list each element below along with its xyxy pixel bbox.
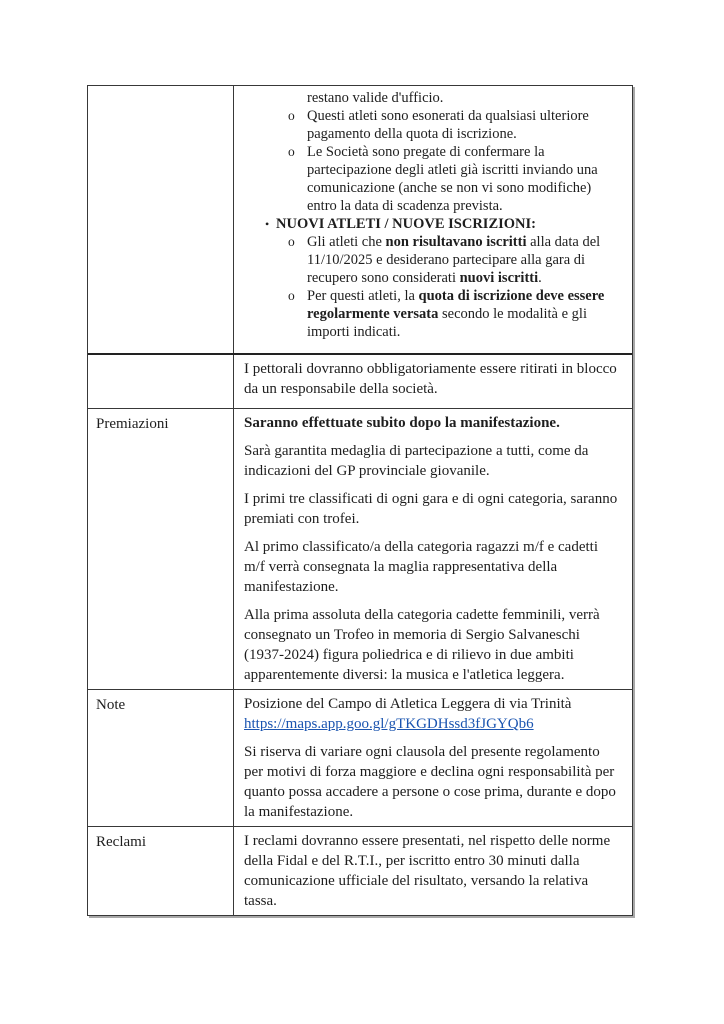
text-segment: Alla prima assoluta della categoria cadette femminili, verrà consegnato un Trofeo in memoria di Sergio Salvaneschi (1937-2024) figura poliedrica e di rilievo in due ambiti apparentemente diversi: la musica e l'atletica leggera. xyxy=(244,607,600,683)
premiazioni-content xyxy=(234,409,632,689)
text-segment: Gli atleti che xyxy=(307,234,386,250)
list-item-text xyxy=(307,89,622,107)
text-segment: . xyxy=(538,270,542,286)
table-row-pettorali xyxy=(88,355,632,409)
pettorali-content xyxy=(234,355,632,408)
text-segment: Sarà garantita medaglia di partecipazione a tutti, come da indicazioni del GP provinciale giovanile. xyxy=(244,443,589,479)
reclami-label: Reclami xyxy=(88,827,234,915)
paragraph xyxy=(244,489,622,529)
paragraph xyxy=(244,831,622,911)
text-segment: Posizione del Campo di Atletica Leggera di via Trinità xyxy=(244,696,572,712)
bullet-marker: o xyxy=(288,144,295,159)
regulation-table xyxy=(87,85,633,916)
list-item xyxy=(288,233,622,287)
list-item-text xyxy=(307,233,622,287)
text-segment: Questi atleti sono esonerati da qualsiasi ulteriore pagamento della quota di iscrizione. xyxy=(307,108,589,142)
paragraph xyxy=(244,605,622,685)
paragraph xyxy=(244,742,622,822)
note-content xyxy=(234,690,632,826)
text-segment: NUOVI ATLETI / NUOVE ISCRIZIONI: xyxy=(276,216,536,232)
maps-link[interactable]: https://maps.app.goo.gl/gTKGDHssd3fJGYQb6 xyxy=(244,716,534,732)
bullet-marker: o xyxy=(288,288,295,303)
table-row-premiazioni xyxy=(88,409,632,690)
bullet-marker: • xyxy=(265,217,270,231)
bullet-marker: o xyxy=(288,234,295,249)
pettorali-label xyxy=(88,355,234,408)
table-row-iscrizioni-continued xyxy=(88,86,632,355)
table-row-note xyxy=(88,690,632,827)
list-item-text xyxy=(307,107,622,143)
text-segment: I reclami dovranno essere presentati, nel rispetto delle norme della Fidal e del R.T.I., per iscritto entro 30 minuti dalla comunicazione ufficiale del risultato, versando la relativa tassa. xyxy=(244,833,611,909)
paragraph xyxy=(244,441,622,481)
list-item-text xyxy=(307,143,622,215)
paragraph xyxy=(244,694,622,734)
list-item xyxy=(265,215,622,233)
text-segment: I primi tre classificati di ogni gara e di ogni categoria, saranno premiati con trofei. xyxy=(244,491,618,527)
iscrizioni-content xyxy=(234,86,632,353)
bullet-marker: o xyxy=(288,108,295,123)
text-segment: Saranno effettuate subito dopo la manifestazione. xyxy=(244,415,560,431)
note-label: Note xyxy=(88,690,234,826)
list-item-text xyxy=(276,215,622,233)
text-segment: Si riserva di variare ogni clausola del presente regolamento per motivi di forza maggiore e declina ogni responsabilità per quanto possa accadere a persone o cose prima, durante e dopo la manifestazione. xyxy=(244,744,616,820)
text-segment: non risultavano iscritti xyxy=(385,234,527,250)
paragraph xyxy=(244,413,622,433)
reclami-content xyxy=(234,827,632,915)
paragraph xyxy=(244,537,622,597)
text-segment: quota di iscrizione deve essere regolarmente versata xyxy=(307,288,605,322)
list-item xyxy=(288,107,622,143)
list-item xyxy=(288,287,622,341)
list-item xyxy=(288,143,622,215)
list-item-text xyxy=(307,287,622,341)
text-segment: Le Società sono pregate di confermare la partecipazione degli atleti già iscritti inviando una comunicazione (anche se non vi sono modifiche) entro la data di scadenza prevista. xyxy=(307,144,598,214)
text-segment: secondo le modalità e gli importi indicati. xyxy=(307,306,587,340)
iscrizioni-label xyxy=(88,86,234,353)
text-segment: nuovi iscritti xyxy=(459,270,539,286)
text-segment: restano valide d'ufficio. xyxy=(307,90,444,106)
text-segment: I pettorali dovranno obbligatoriamente essere ritirati in blocco da un responsabile della società. xyxy=(244,361,617,397)
text-segment: alla data del 11/10/2025 e desiderano partecipare alla gara di recupero sono considerati xyxy=(307,234,601,286)
table-row-reclami xyxy=(88,827,632,915)
text-segment: Per questi atleti, la xyxy=(307,288,419,304)
paragraph xyxy=(244,359,622,399)
text-segment: Al primo classificato/a della categoria ragazzi m/f e cadetti m/f verrà consegnata la maglia rappresentativa della manifestazione. xyxy=(244,539,598,595)
list-item xyxy=(288,89,622,107)
premiazioni-label: Premiazioni xyxy=(88,409,234,689)
